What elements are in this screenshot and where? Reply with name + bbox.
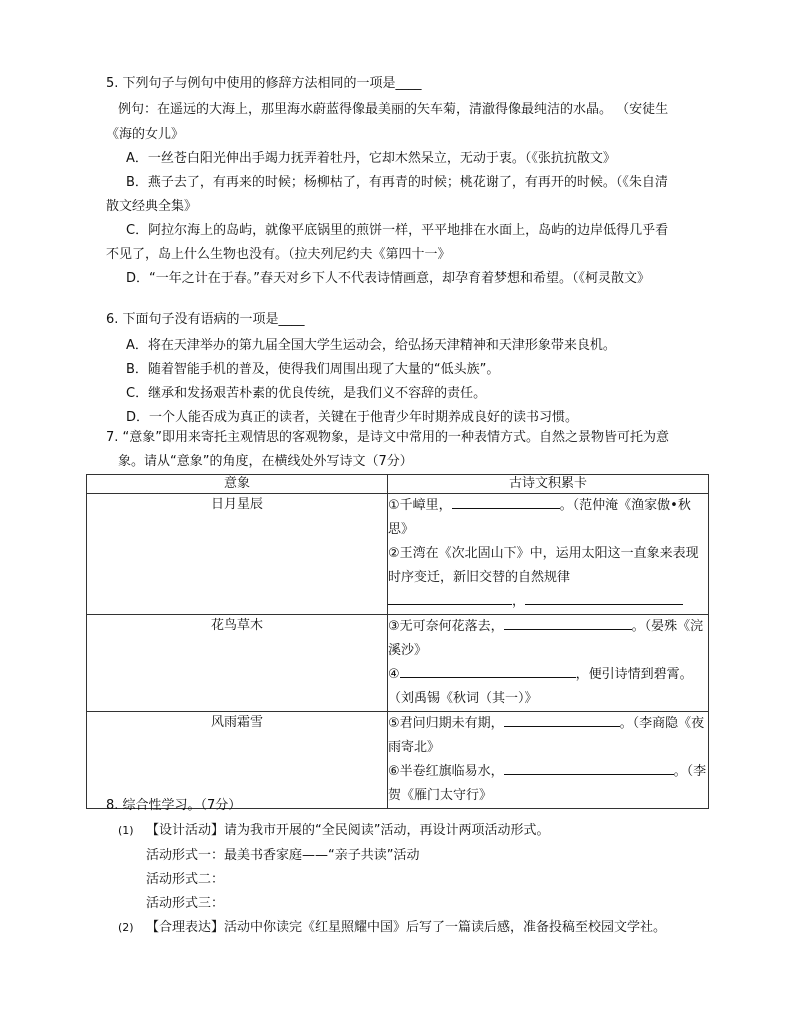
q5-option-b-line1: B．燕子去了，有再来的时候；杨柳枯了，有再青的时候；桃花谢了，有再开的时候。（《朱自清 <box>126 175 668 190</box>
activity-form-3: 活动形式三： <box>146 896 225 911</box>
q5-example-line2: 《海的女儿》 <box>106 127 185 142</box>
item-2: ②王湾在《次北固山下》中，运用太阳这一直象来表现时序变迁，新旧交替的自然规律 ， <box>388 546 699 609</box>
q8-part2-text: 【合理表达】活动中你读完《红星照耀中国》后写了一篇读后感，准备投稿至校园文学社。 <box>146 920 667 935</box>
answer-blank-3[interactable] <box>504 615 632 630</box>
answer-blank-2b[interactable] <box>525 590 683 605</box>
q5-option-a: A．一丝苍白阳光伸出手竭力抚弄着牡丹，它却木然呆立，无动于衷。（《张抗抗散文》 <box>126 151 616 166</box>
answer-blank-6[interactable] <box>504 760 674 775</box>
q5-stem: 5. 下列句子与例句中使用的修辞方法相同的一项是____ <box>106 76 422 91</box>
q5-example-line1: 例句：在遥远的大海上，那里海水蔚蓝得像最美丽的矢车菊，清澈得像最纯洁的水晶。 （安徒生 <box>118 102 669 117</box>
q5-option-b-line2: 散文经典全集》 <box>106 199 198 214</box>
category-wind-rain-frost-snow: 风雨霜雪 <box>87 712 388 809</box>
q7-stem-line2: 象。请从“意象”的角度，在横线处外写诗文（7分） <box>118 454 413 469</box>
q5-option-c-line1: C．阿拉尔海上的岛屿，就像平底锅里的煎饼一样，平平地排在水面上，岛屿的边岸低得几乎看 <box>126 223 669 238</box>
activity-form-2: 活动形式二： <box>146 872 225 887</box>
item-1: ①千嶂里， 。（范仲淹《渔家傲•秋思》 <box>388 494 708 542</box>
q5-option-d: D．“一年之计在于春。”春天对乡下人不代表诗情画意，却孕育着梦想和希望。（《柯灵散文》 <box>126 271 650 286</box>
answer-blank-2a[interactable] <box>388 590 512 605</box>
q8-stem: 8. 综合性学习。（7分） <box>106 798 242 813</box>
cell-items-5-6 <box>388 712 709 809</box>
q5-option-c-line2: 不见了，岛上什么生物也没有。（拉夫列尼约夫《第四十一》 <box>106 247 451 262</box>
card-row-sun-moon <box>87 494 709 615</box>
activity-form-1: 活动形式一：最美书香家庭——“亲子共读”活动 <box>146 848 420 863</box>
item-6: ⑥半卷红旗临易水， 。（李贺《雁门太守行》 <box>388 760 708 808</box>
q7-stem-line1: 7. “意象”即用来寄托主观情思的客观物象，是诗文中常用的一种表情方式。自然之景物皆可托为意 <box>106 430 670 445</box>
item-5: ⑤君问归期未有期， 。（李商隐《夜雨寄北》 <box>388 712 708 760</box>
poetry-accumulation-card <box>86 474 709 809</box>
category-flowers-birds-plants: 花鸟草木 <box>87 615 388 712</box>
cell-items-1-2 <box>388 494 709 615</box>
answer-blank-5[interactable] <box>504 712 620 727</box>
cell-items-3-4 <box>388 615 709 712</box>
item-4: ④ ，便引诗情到碧霄。（刘禹锡《秋词（其一）》 <box>388 663 708 711</box>
q6-option-a: A．将在天津举办的第九届全国大学生运动会，给弘扬天津精神和天津形象带来良机。 <box>126 338 616 353</box>
q6-option-b: B．随着智能手机的普及，使得我们周围出现了大量的“低头族”。 <box>126 362 500 377</box>
card-header-row <box>87 475 709 494</box>
q8-part1-text: 【设计活动】请为我市开展的“全民阅读”活动，再设计两项活动形式。 <box>146 823 550 838</box>
q6-option-d: D．一个人能否成为真正的读者，关键在于他青少年时期养成良好的读书习惯。 <box>126 410 579 425</box>
q8-part2-number: (2) <box>118 921 134 934</box>
category-sun-moon-stars: 日月星辰 <box>87 494 388 615</box>
header-poetry-card: 古诗文积累卡 <box>388 475 709 494</box>
q6-option-c: C．继承和发扬艰苦朴素的优良传统，是我们义不容辞的责任。 <box>126 386 487 401</box>
q6-stem: 6. 下面句子没有语病的一项是____ <box>106 312 305 327</box>
card-row-weather <box>87 712 709 809</box>
answer-blank-4[interactable] <box>400 663 576 678</box>
header-imagery: 意象 <box>87 475 388 494</box>
q8-part1-number: (1) <box>118 824 134 837</box>
item-3: ③无可奈何花落去， 。（晏殊《浣溪沙》 <box>388 615 708 663</box>
card-row-flowers <box>87 615 709 712</box>
answer-blank-1[interactable] <box>452 494 560 509</box>
